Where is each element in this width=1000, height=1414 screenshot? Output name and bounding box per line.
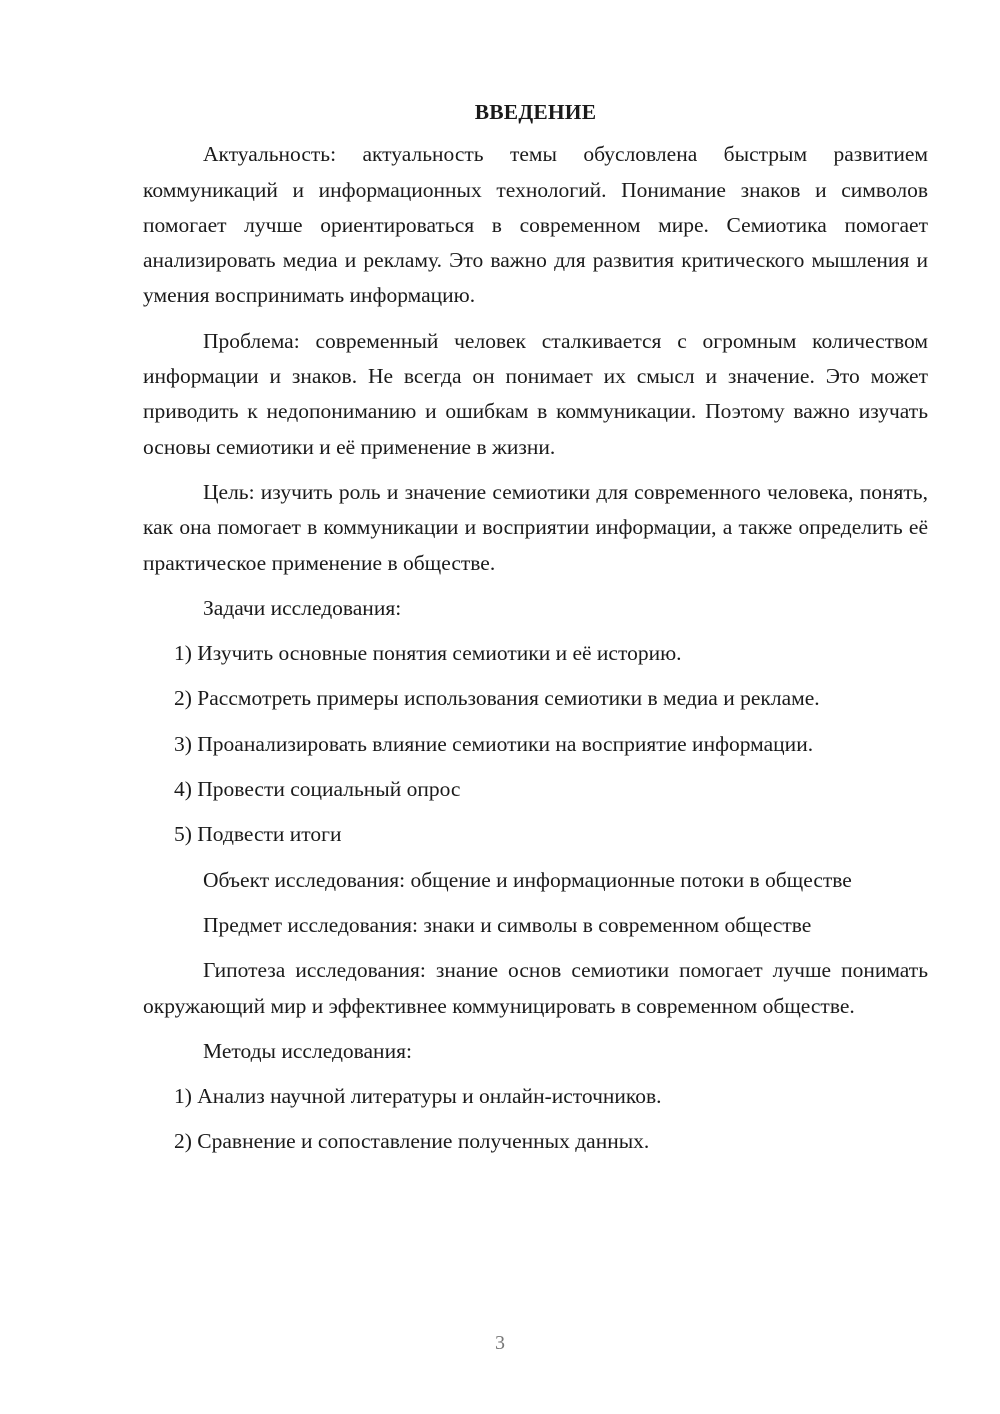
methods-heading: Методы исследования: [203, 1038, 412, 1063]
object-paragraph: Объект исследования: общение и информационные потоки в обществе [203, 867, 852, 892]
list-item: 5) Подвести итоги [174, 822, 342, 847]
page-title: ВВЕДЕНИЕ [474, 100, 597, 124]
document-page [143, 95, 928, 1170]
problem-paragraph: Проблема: современный человек сталкивается с огромным количеством информации и знаков. Не всегда он понимает их смысл и значение. Это может приводить к недопониманию и ошибкам в коммуникации. Поэтому важно изучать основы семиотики и её применение в жизни. [143, 328, 928, 459]
page-number: 3 [495, 1332, 505, 1354]
list-item: 3) Проанализировать влияние семиотики на восприятие информации. [174, 731, 814, 756]
list-item: 2) Сравнение и сопоставление полученных данных. [174, 1129, 650, 1154]
tasks-heading: Задачи исследования: [203, 595, 402, 620]
list-item: 4) Провести социальный опрос [174, 777, 461, 802]
relevance-paragraph: Актуальность: актуальность темы обусловлена быстрым развитием коммуникаций и информационных технологий. Понимание знаков и символов помогает лучше ориентироваться в современном мире. Семиотика помогает анализировать медиа и рекламу. Это важно для развития критического мышления и умения воспринимать информацию. [143, 142, 928, 308]
list-item: 1) Анализ научной литературы и онлайн-источников. [174, 1084, 662, 1109]
hypothesis-paragraph: Гипотеза исследования: знание основ семиотики помогает лучше понимать окружающий мир и эффективнее коммуницировать в современном обществе. [143, 958, 928, 1018]
subject-paragraph: Предмет исследования: знаки и символы в современном обществе [203, 912, 812, 937]
list-item: 2) Рассмотреть примеры использования семиотики в медиа и рекламе. [174, 686, 820, 711]
methods-list [143, 1079, 928, 1160]
goal-paragraph: Цель: изучить роль и значение семиотики для современного человека, понять, как она помогает в коммуникации и восприятии информации, а также определить её практическое применение в обществе. [143, 479, 928, 575]
list-item: 1) Изучить основные понятия семиотики и её историю. [174, 641, 682, 666]
tasks-list [143, 636, 928, 852]
